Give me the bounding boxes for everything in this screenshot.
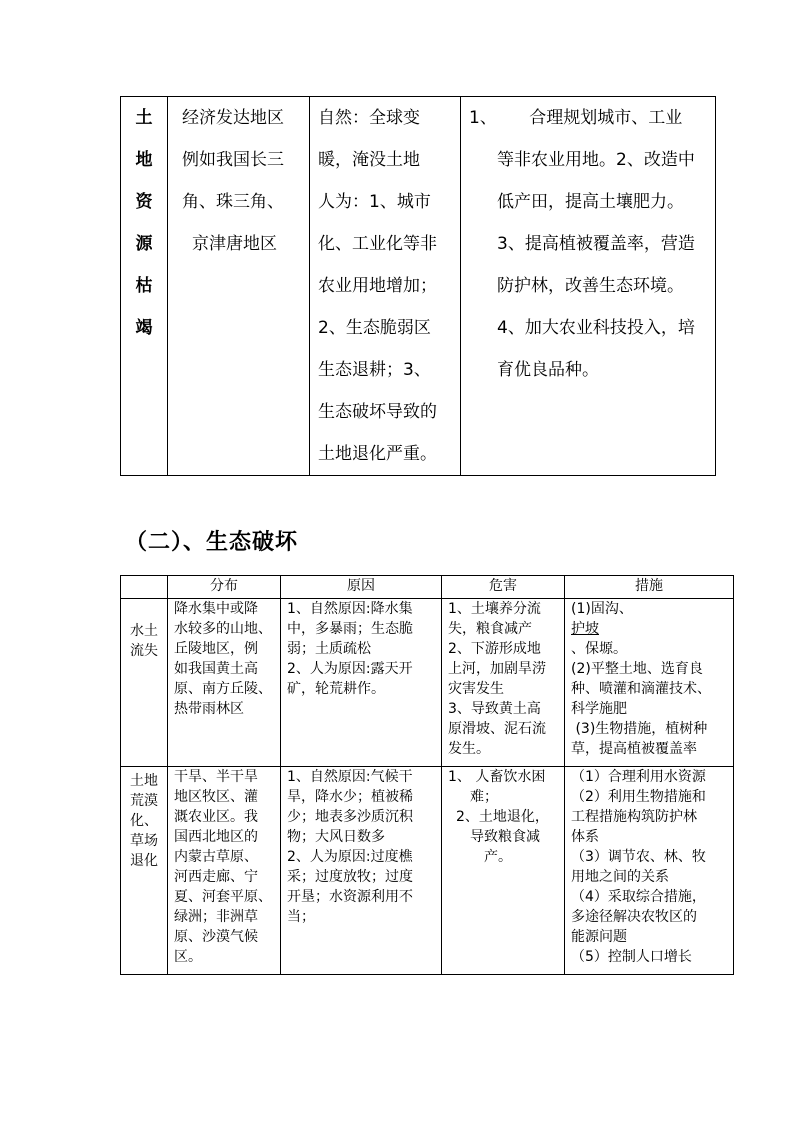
harm-cell: 1、土壤养分流 失，粮食减产 2、下游形成地 上河，加剧旱涝 灾害发生 3、导致黄土高 原滑坡、泥石流 发生。 — [442, 599, 565, 767]
cause-cell: 自然：全球变 暖，淹没土地 人为：1、城市 化、工业化等非 农业用地增加； 2、生态脆弱区 生态退耕；3、 生态破坏导致的 土地退化严重。 — [310, 97, 461, 476]
row-name-soil-erosion: 水土 流失 — [121, 599, 168, 767]
cause-cell: 1、自然原因:降水集 中，多暴雨；生态脆 弱；土质疏松 2、人为原因:露天开 矿，轮荒耕作。 — [281, 599, 442, 767]
row-title-land-depletion: 土 地 资 源 枯 竭 — [121, 97, 168, 476]
measures-cell: (1)固沟、 护坡 、保塬。 (2)平整土地、选育良 种、喷灌和滴灌技术、 科学施肥 (3)生物措施，植树种 草，提高植被覆盖率 — [565, 599, 734, 767]
table-row — [121, 97, 716, 476]
header-distribution: 分布 — [168, 576, 281, 599]
distribution-cell: 降水集中或降 水较多的山地、 丘陵地区，例 如我国黄土高 原、南方丘陵、 热带雨林区 — [168, 599, 281, 767]
header-measures: 措施 — [565, 576, 734, 599]
measures-cell: 1、 合理规划城市、工业 等非农业用地。2、改造中 低产田，提高土壤肥力。 3、提高植被覆盖率，营造 防护林，改善生态环境。 4、加大农业科技投入，培 育优良品种。 — [461, 97, 716, 476]
harm-cell: 1、 人畜饮水困 难； 2、土地退化， 导致粮食减 产。 — [442, 767, 565, 975]
land-resource-table — [120, 96, 716, 476]
ecological-damage-table — [120, 575, 734, 975]
section-heading-ecological-damage: （二）、生态破坏 — [125, 530, 299, 555]
measures-cell: （1）合理利用水资源 （2）利用生物措施和 工程措施构筑防护林 体系 （3）调节农、林、牧 用地之间的关系 （4）采取综合措施， 多途径解决农牧区的 能源问题 （5）控制人口增长 — [565, 767, 734, 975]
header-empty — [121, 576, 168, 599]
header-cause: 原因 — [281, 576, 442, 599]
row-name-desertification: 土地 荒漠 化、 草场 退化 — [121, 767, 168, 975]
table-row — [121, 599, 734, 767]
table-row — [121, 767, 734, 975]
distribution-cell: 经济发达地区 例如我国长三 角、珠三角、 京津唐地区 — [168, 97, 310, 476]
cause-cell: 1、自然原因:气候干 旱，降水少；植被稀 少；地表多沙质沉积 物；大风日数多 2、人为原因:过度樵 采；过度放牧；过度 开垦；水资源利用不 当； — [281, 767, 442, 975]
distribution-cell: 干旱、半干旱 地区牧区、灌 溉农业区。我 国西北地区的 内蒙古草原、 河西走廊、宁 夏、河套平原、 绿洲；非洲草 原、沙漠气候 区。 — [168, 767, 281, 975]
header-harm: 危害 — [442, 576, 565, 599]
table-header-row — [121, 576, 734, 599]
